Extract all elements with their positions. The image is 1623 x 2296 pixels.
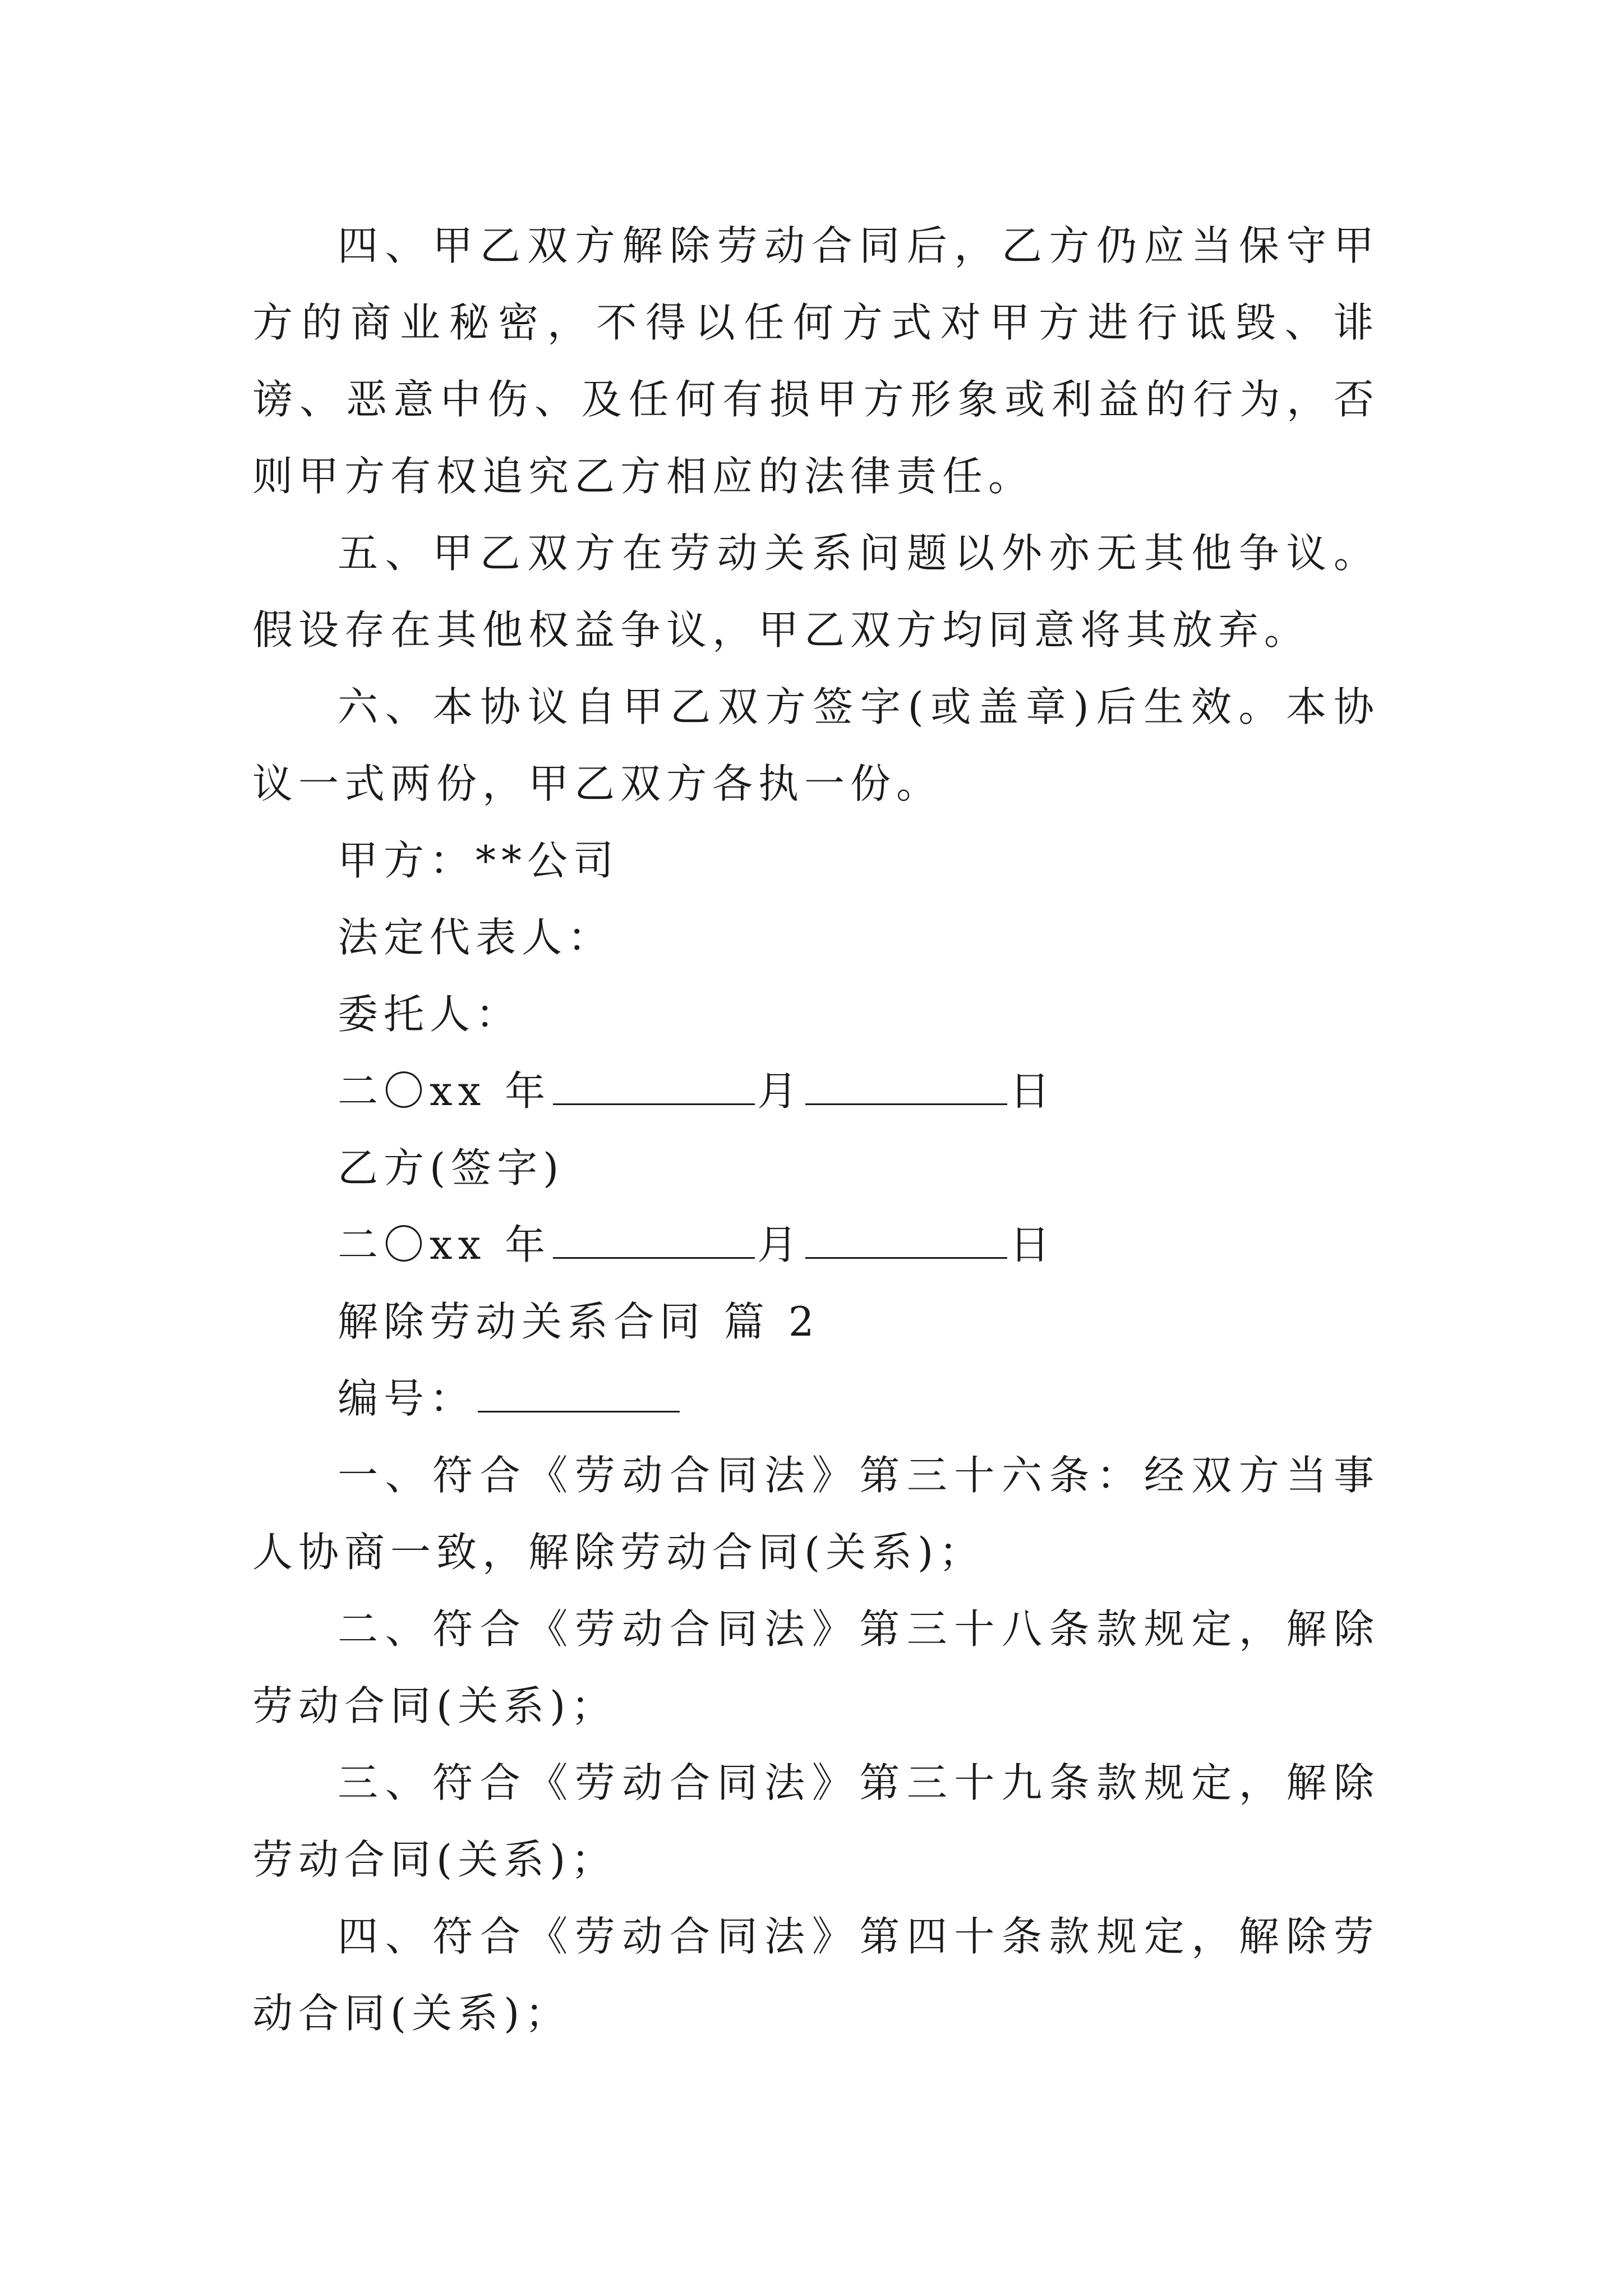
legal-representative-line: 法定代表人： <box>338 914 614 961</box>
clause-item: 二、符合《劳动合同法》第三十八条款规定，解除劳动合同(关系)； <box>252 1605 1380 1729</box>
paragraph-no-other-disputes: 五、甲乙双方在劳动关系问题以外亦无其他争议。假设存在其他权益争议，甲乙双方均同意将其放弃。 <box>252 530 1380 654</box>
date-month-label: 月 <box>757 1221 804 1268</box>
date-day-label: 日 <box>1009 1221 1056 1268</box>
date-line-party-a <box>252 1053 1380 1130</box>
clause-item: 四、符合《劳动合同法》第四十条款规定，解除劳动合同(关系)； <box>252 1913 1380 2037</box>
number-blank <box>478 1373 680 1412</box>
date-year-label: 二〇xx 年 <box>338 1068 551 1115</box>
day-blank <box>805 1219 1007 1259</box>
number-label: 编号： <box>338 1375 476 1422</box>
date-day-label: 日 <box>1009 1068 1056 1115</box>
party-a-line: 甲方：**公司 <box>338 837 620 884</box>
paragraph-effective-copies: 六、本协议自甲乙双方签字(或盖章)后生效。本协议一式两份，甲乙双方各执一份。 <box>252 683 1380 807</box>
document-body <box>252 208 1380 2052</box>
date-month-label: 月 <box>757 1068 804 1115</box>
date-line-party-b <box>252 1207 1380 1283</box>
month-blank <box>553 1219 755 1259</box>
entrusted-person-line: 委托人： <box>338 991 522 1038</box>
paragraph-confidentiality: 四、甲乙双方解除劳动合同后，乙方仍应当保守甲方的商业秘密，不得以任何方式对甲方进行诋毁、诽谤、恶意中伤、及任何有损甲方形象或利益的行为，否则甲方有权追究乙方相应的法律责任。 <box>252 222 1380 500</box>
number-line <box>252 1360 1380 1437</box>
clause-item: 一、符合《劳动合同法》第三十六条：经双方当事人协商一致，解除劳动合同(关系)； <box>252 1452 1380 1576</box>
month-blank <box>553 1065 755 1105</box>
clause-item: 三、符合《劳动合同法》第三十九条款规定，解除劳动合同(关系)； <box>252 1759 1380 1883</box>
section-title: 解除劳动关系合同 篇 2 <box>338 1298 820 1345</box>
party-b-line: 乙方(签字) <box>338 1144 565 1191</box>
day-blank <box>805 1065 1007 1105</box>
date-year-label: 二〇xx 年 <box>338 1221 551 1268</box>
